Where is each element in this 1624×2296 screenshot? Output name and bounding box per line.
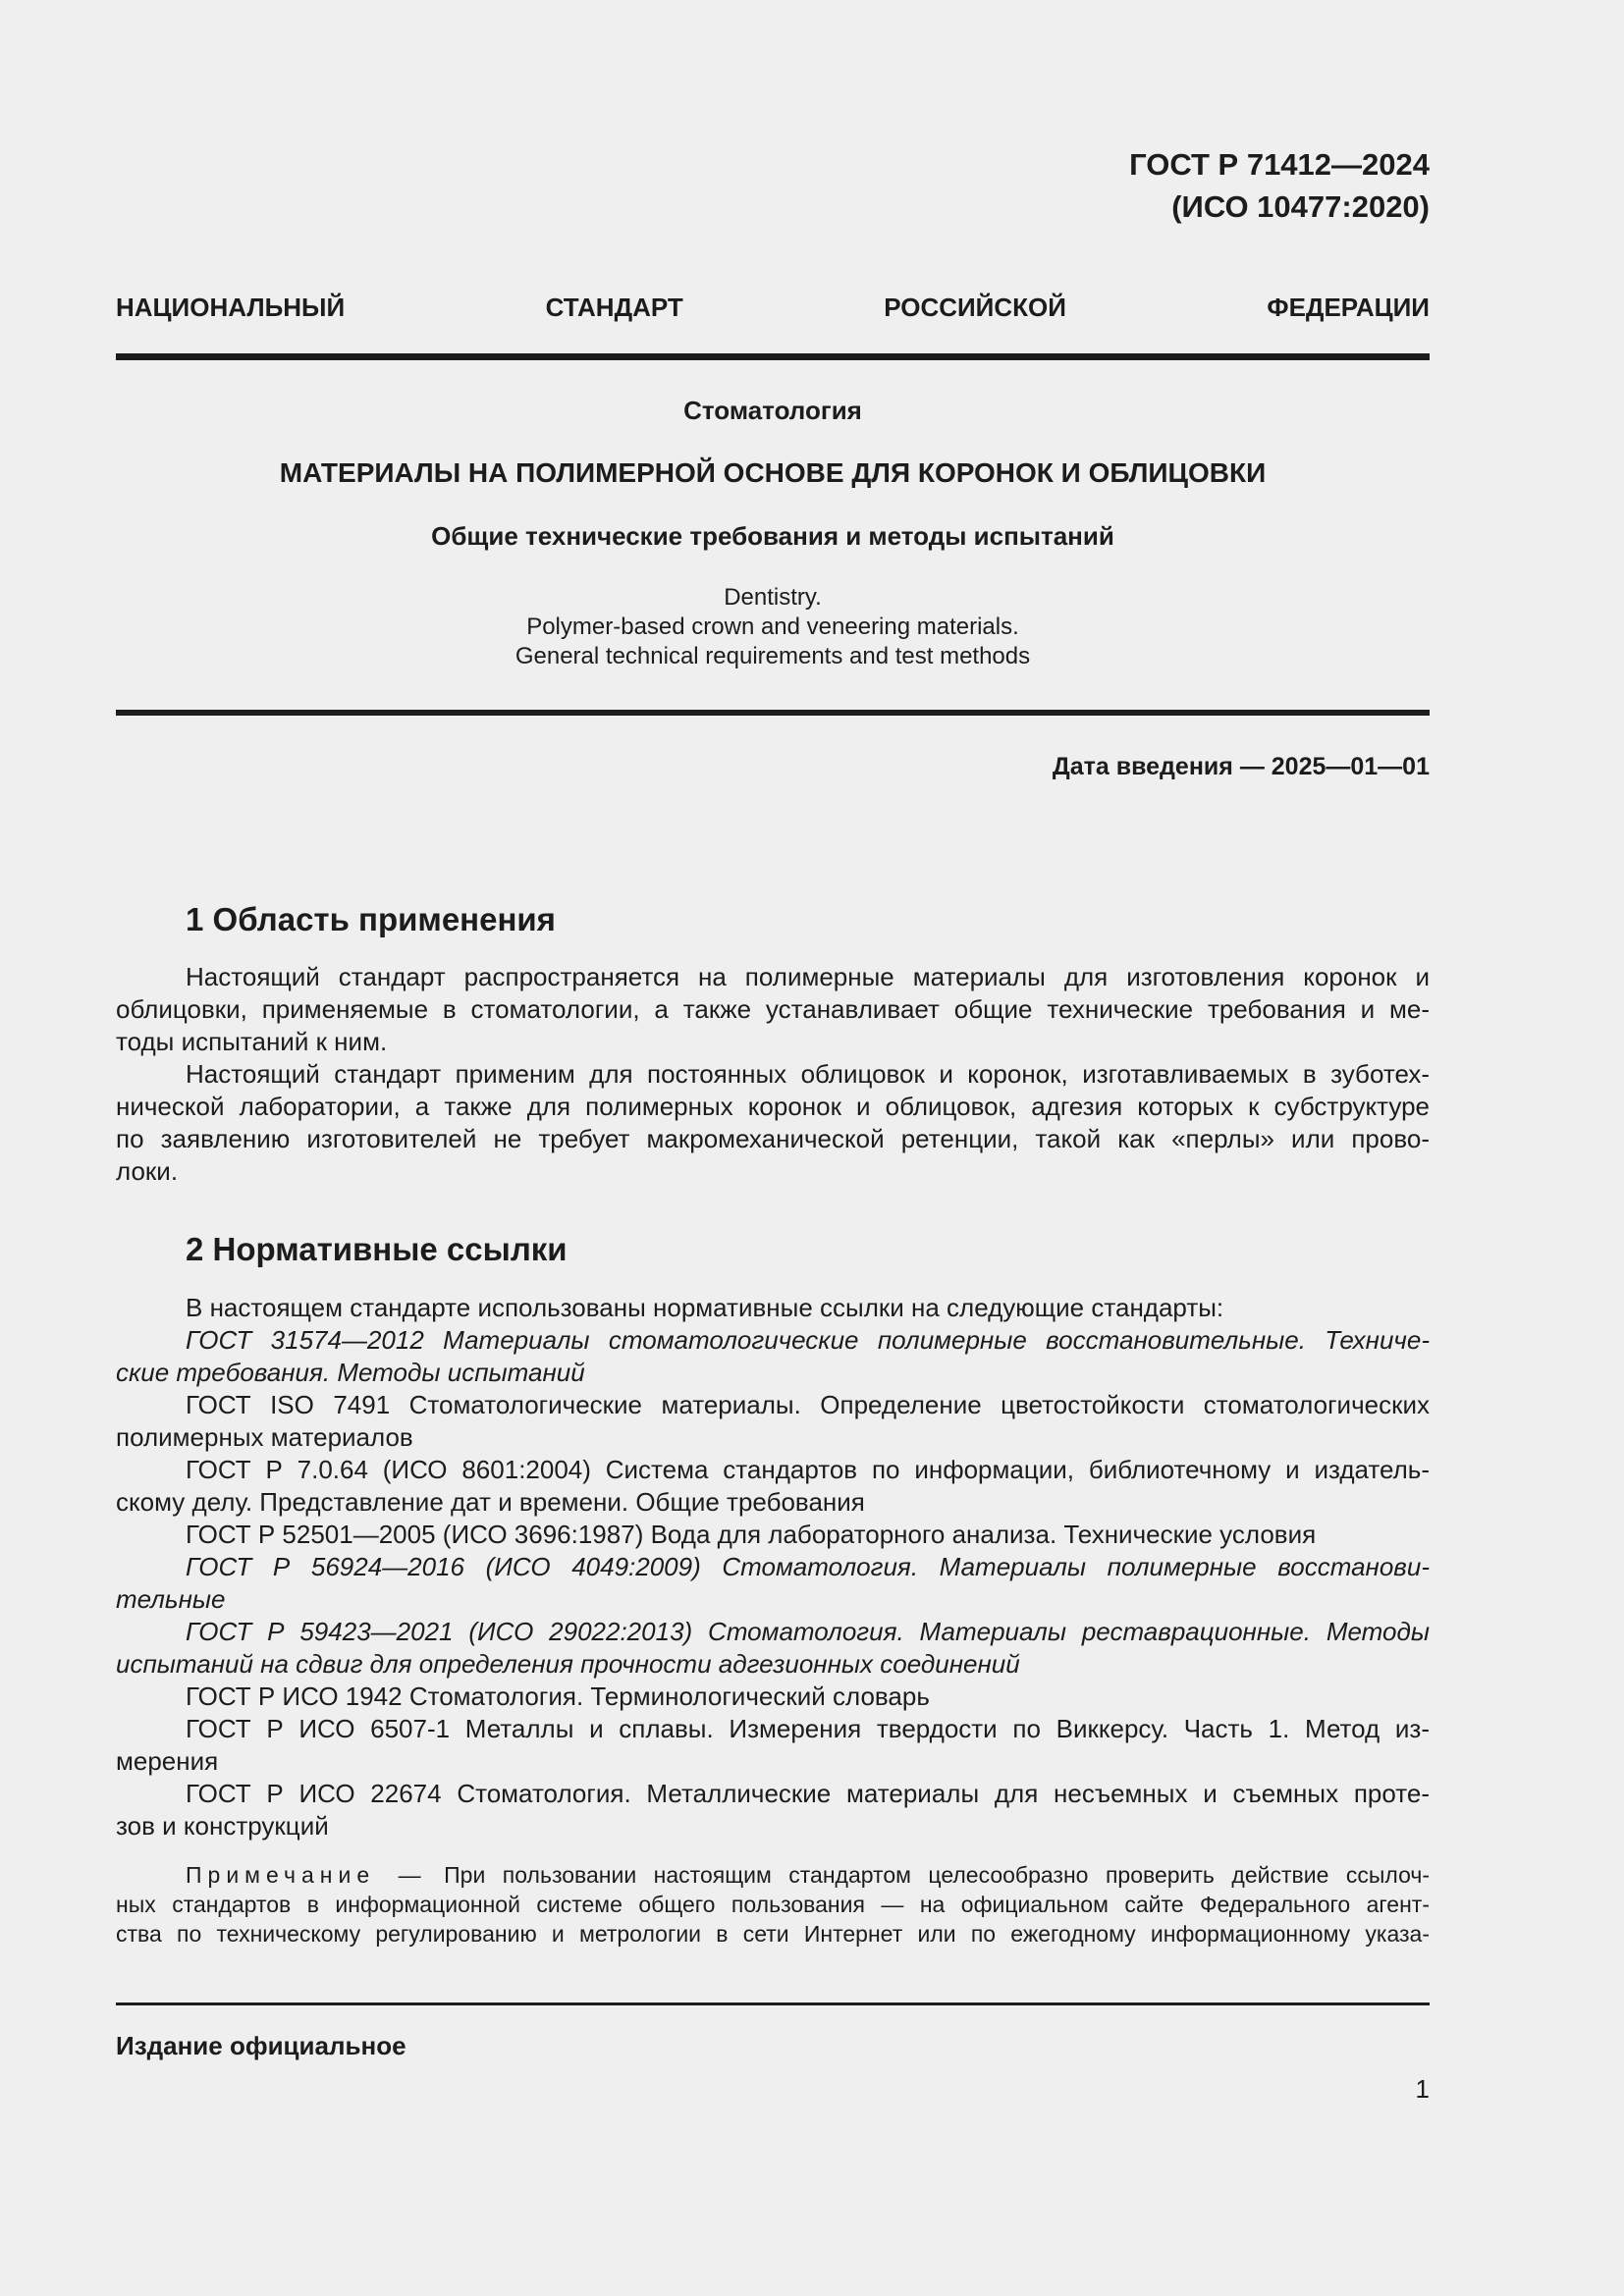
national-standard-title: НАЦИОНАЛЬНЫЙ СТАНДАРТ РОССИЙСКОЙ ФЕДЕРАЦИИ xyxy=(116,293,1430,322)
section-1-body xyxy=(116,961,1430,1188)
introduction-date: Дата введения — 2025—01—01 xyxy=(1052,753,1430,780)
standard-number: ГОСТ Р 71412—2024 xyxy=(1129,147,1430,182)
reference-line: испытаний на сдвиг для определения прочности адгезионных соединений xyxy=(116,1649,1020,1679)
text-line: по заявлению изготовителей не требует макромеханической ретенции, такой как «перлы» или прово- xyxy=(116,1124,1430,1153)
english-title-line: Polymer-based crown and veneering materials. xyxy=(526,614,1019,640)
title-field: Стоматология xyxy=(683,396,862,425)
reference-line: скому делу. Представление дат и времени. Общие требования xyxy=(116,1487,865,1517)
note-line: ных стандартов в информационной системе общего пользования — на официальном сайте Федерального агент- xyxy=(116,1892,1430,1917)
text-line: тоды испытаний к ним. xyxy=(116,1027,388,1056)
note-line: ства по техническому регулированию и метрологии в сети Интернет или по ежегодному информационному указа- xyxy=(116,1921,1430,1947)
edition-label: Издание официальное xyxy=(116,2031,406,2060)
text-line: локи. xyxy=(116,1156,179,1186)
bottom-title-rule xyxy=(116,710,1430,716)
reference-line: ГОСТ Р 59423—2021 (ИСО 29022:2013) Стоматология. Материалы реставрационные. Методы xyxy=(186,1617,1430,1646)
reference-line: ГОСТ Р 56924—2016 (ИСО 4049:2009) Стоматология. Материалы полимерные восстанови- xyxy=(186,1552,1430,1581)
reference-line: тельные xyxy=(116,1584,226,1614)
reference-line: ГОСТ Р ИСО 22674 Стоматология. Металлические материалы для несъемных и съемных проте- xyxy=(186,1779,1430,1808)
reference-line: ГОСТ ISO 7491 Стоматологические материалы. Определение цветостойкости стоматологических xyxy=(186,1390,1430,1419)
top-rule xyxy=(116,353,1430,360)
note xyxy=(116,1860,1430,1949)
reference-line: полимерных материалов xyxy=(116,1422,413,1452)
note-label: Примечание — xyxy=(186,1862,427,1888)
section-heading: 1 Область применения xyxy=(186,901,556,937)
english-title-line: Dentistry. xyxy=(724,584,822,611)
footer-rule xyxy=(116,2002,1430,2005)
reference-line: ГОСТ Р ИСО 6507-1 Металлы и сплавы. Измерения твердости по Виккерсу. Часть 1. Метод из- xyxy=(186,1714,1430,1743)
english-title xyxy=(116,583,1430,671)
text-line: Настоящий стандарт применим для постоянных облицовок и коронок, изготавливаемых в зуботех- xyxy=(186,1059,1430,1089)
note-line xyxy=(116,1860,1430,1890)
title-main: МАТЕРИАЛЫ НА ПОЛИМЕРНОЙ ОСНОВЕ ДЛЯ КОРОНОК И ОБЛИЦОВКИ xyxy=(279,457,1267,488)
section-heading: 2 Нормативные ссылки xyxy=(186,1231,568,1267)
reference-line: ГОСТ Р ИСО 1942 Стоматология. Терминологический словарь xyxy=(186,1682,930,1711)
reference-line: ские требования. Методы испытаний xyxy=(116,1358,585,1387)
iso-number: (ИСО 10477:2020) xyxy=(1171,189,1430,224)
english-title-line: General technical requirements and test methods xyxy=(514,643,1031,669)
note-text: При пользовании настоящим стандартом целесообразно проверить действие ссылоч- xyxy=(444,1862,1430,1888)
text-line: нической лаборатории, а также для полимерных коронок и облицовок, адгезия которых к субструктуре xyxy=(116,1092,1430,1121)
text-line: В настоящем стандарте использованы нормативные ссылки на следующие стандарты: xyxy=(186,1293,1224,1322)
title-sub: Общие технические требования и методы испытаний xyxy=(431,521,1114,551)
reference-line: ГОСТ Р 7.0.64 (ИСО 8601:2004) Система стандартов по информации, библиотечному и издатель- xyxy=(186,1455,1430,1484)
reference-line: ГОСТ 31574—2012 Материалы стоматологические полимерные восстановительные. Техниче- xyxy=(186,1325,1430,1355)
reference-line: мерения xyxy=(116,1746,219,1776)
section-2-body xyxy=(116,1292,1430,1842)
reference-line: ГОСТ Р 52501—2005 (ИСО 3696:1987) Вода для лабораторного анализа. Технические условия xyxy=(186,1520,1317,1549)
page-number: 1 xyxy=(1415,2074,1430,2104)
reference-line: зов и конструкций xyxy=(116,1811,329,1841)
text-line: Настоящий стандарт распространяется на полимерные материалы для изготовления коронок и xyxy=(186,962,1430,991)
text-line: облицовки, применяемые в стоматологии, а также устанавливает общие технические требования и ме- xyxy=(116,994,1430,1024)
